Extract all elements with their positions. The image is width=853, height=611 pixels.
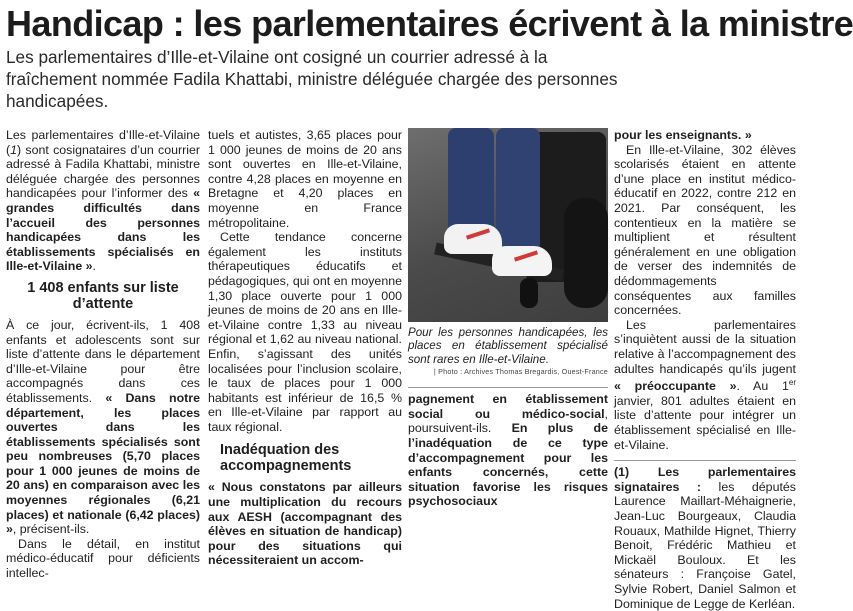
text: Les parlementaires d’Ille-et-Vilaine ( <box>6 128 200 157</box>
text: Les parlementaires s’inquiètent aussi de la situation relative à l’accompagnement des adultes handicapés qu’ils jugent <box>614 317 796 376</box>
text: janvier, 801 adultes étaient en liste d’attente pour intégrer un établissement spécialisé en Ille-et-Vilaine. <box>614 393 796 452</box>
col2-subhead: Inadéquation des accompagnements <box>220 442 352 475</box>
quote: pour les enseignants. » <box>614 128 752 142</box>
col2-paragraph-1: tuels et autistes, 3,65 places pour 1 000 jeunes de moins de 20 ans sont ouvertes en Ille-et-Vilaine, contre 4,28 places en moyenne en Bretagne et 4,20 places en moyenne en France métropolitaine. <box>208 128 402 230</box>
footnote <box>614 465 796 611</box>
wheelchair-photo <box>408 128 608 322</box>
col4-paragraph-1: En Ille-et-Vilaine, 302 élèves scolarisés étaient en attente d’une place en institut médico-éducatif en 2022, contre 212 en 2021. Par conséquent, les contentieux en la matière se multiplient et résultent généralement en une obligation de verser des indemnités de dédommagements conséquentes aux familles concernées. <box>614 142 796 318</box>
column-3 <box>408 128 608 509</box>
text: ) sont cosignataires d’un courrier adressé à Fadila Khattabi, ministre déléguée chargée des personnes handicapées pour l’informer des <box>6 142 200 201</box>
quote: « Nous constatons par ailleurs une multiplication du recours aux AESH (accompagnant des élèves en situation de handicap) pour des situations qui nécessiteraient un accom- <box>208 480 402 568</box>
column-2 <box>208 128 402 568</box>
text: . Au 1 <box>736 379 789 394</box>
col1-paragraph-1 <box>6 128 200 274</box>
text: À ce jour, écrivent-ils, 1 408 enfants et adolescents sont sur liste d’attente dans le département d’Ille-et-Vilaine pour être accompagnés dans ces établissements. <box>6 317 200 405</box>
col1-paragraph-2 <box>6 318 200 537</box>
text: . <box>92 259 96 274</box>
footnote-text: les députés Laurence Maillart-Méhaignerie, Jean-Luc Bourgeaux, Claudia Rouaux, Mathilde Hignet, Thierry Benoit, Frédéric Mathieu et Mickaël Bouloux. Et les sénateurs : Françoise Gatel, Sylvie Robert, Daniel Salmon et Dominique de Legge de Kerléan. <box>614 479 796 611</box>
column-4 <box>614 128 796 611</box>
superscript: er <box>788 378 796 388</box>
quote: En plus de l’inadéquation de ce type d’accompagnement pour les enfants concernés, cette situation favorise les risques psychosociaux <box>408 421 608 509</box>
col3-paragraph-1 <box>408 392 608 509</box>
col2-paragraph-3 <box>208 480 402 568</box>
divider <box>614 460 796 461</box>
divider <box>408 387 608 388</box>
col2-paragraph-2: Cette tendance concerne également les instituts thérapeutiques éducatifs et pédagogiques, qui ont en moyenne 1,30 place ouverte pour 1 000 jeunes de moins de 20 ans en Ille-et-Vilaine contre 1,33 au niveau régional et 1,62 au niveau national. Enfin, s’agissant des unités localisées pour l’inclusion scolaire, le taux de places pour 1 000 habitants est inférieur de 16,5 % en Ille-et-Vilaine par rapport au taux régional. <box>208 230 402 434</box>
photo-credit: | Photo : Archives Thomas Bregardis, Ouest-France <box>433 367 608 377</box>
headline: Handicap : les parlementaires écrivent à la ministre <box>6 3 853 44</box>
quote: « grandes difficultés dans l’accueil des personnes handicapées dans les établissements spécialisés en Ille-et-Vilaine » <box>6 186 200 274</box>
quote: pagnement en établissement social ou médico-social <box>408 392 608 421</box>
quote: « Dans notre département, les places ouvertes dans les établissements spécialisés sont peu nombreuses (5,70 places pour 1 000 jeunes de moins de 20 ans) en comparaison avec les moyennes régionales (6,21 places) et nationale (6,42 places) » <box>6 390 200 537</box>
text: , poursuivent-ils. <box>408 406 608 436</box>
photo-caption: Pour les personnes handicapées, les places en établissement spécialisé sont rares en Ille-et-Vilaine. <box>408 326 608 366</box>
standfirst: Les parlementaires d’Ille-et-Vilaine ont cosigné un courrier adressé à la fraîchement nommée Fadila Khattabi, ministre déléguée chargée des personnes handicapées. <box>6 47 618 111</box>
col1-paragraph-3: Dans le détail, en institut médico-éducatif pour déficients intellec- <box>6 536 200 581</box>
footnote-title: (1) Les parlementaires signataires : <box>614 465 796 494</box>
col1-subhead: 1 408 enfants sur liste d’attente <box>27 279 179 312</box>
text: , précisent-ils. <box>12 522 90 537</box>
col4-paragraph-0 <box>614 128 796 143</box>
footnote-ref: 1 <box>10 142 18 157</box>
column-1 <box>6 128 200 581</box>
col4-paragraph-2 <box>614 318 796 452</box>
quote: « préoccupante » <box>614 379 737 394</box>
